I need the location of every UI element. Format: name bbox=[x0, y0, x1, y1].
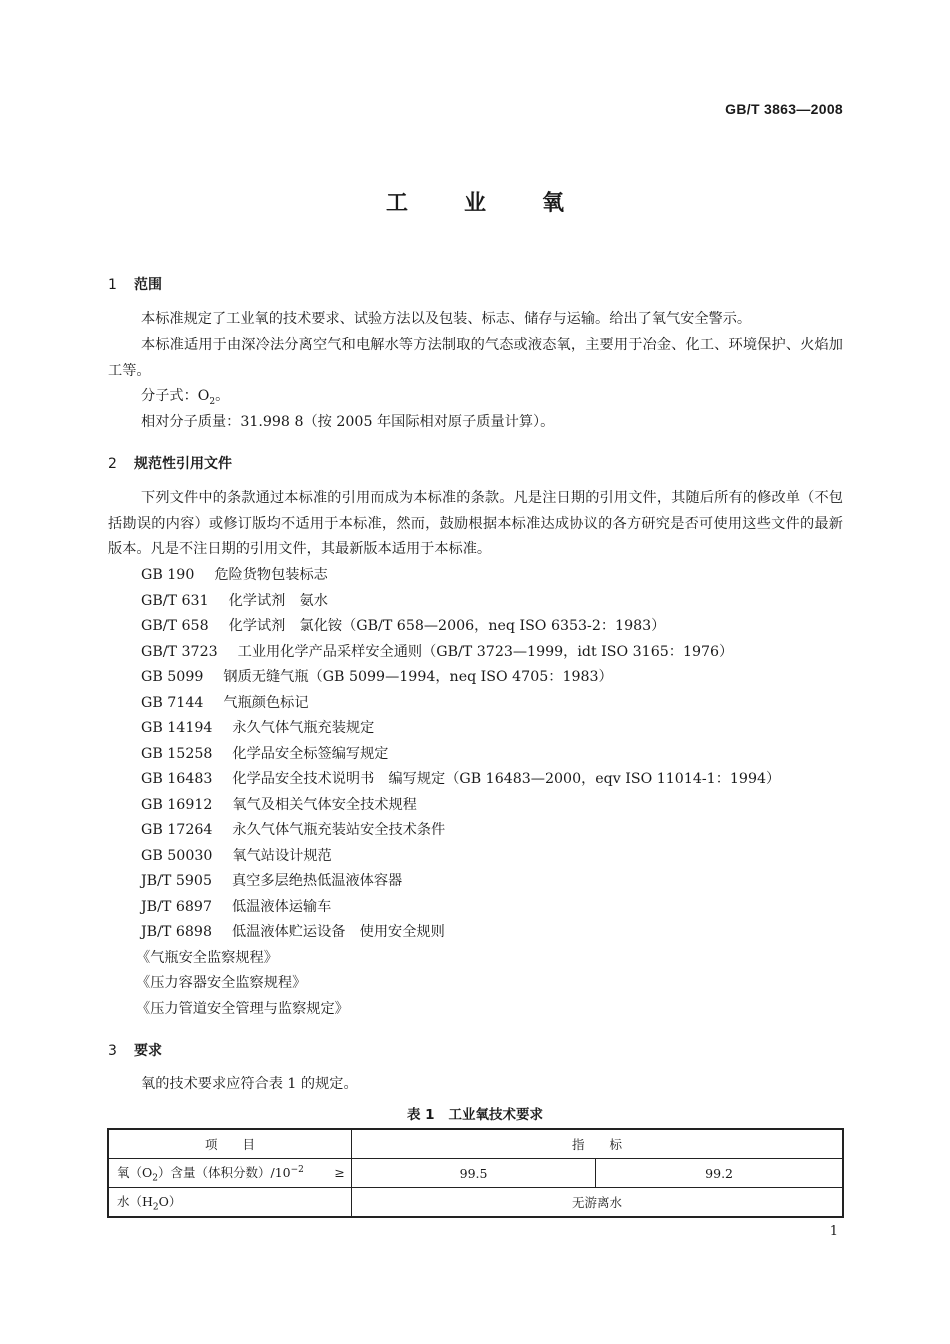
reference-title: 化学试剂 氯化铵（GB/T 658—2006，neq ISO 6353-2：1983） bbox=[228, 618, 666, 634]
requirements-intro: 氧的技术要求应符合表 1 的规定。 bbox=[141, 1076, 358, 1092]
formula-subscript: 2 bbox=[209, 396, 216, 407]
section-number: 2 bbox=[108, 456, 117, 472]
section-title: 要求 bbox=[134, 1043, 162, 1059]
reference-item bbox=[141, 869, 402, 895]
reference-title: 化学试剂 氨水 bbox=[228, 593, 328, 609]
reference-item bbox=[141, 614, 665, 640]
reference-item bbox=[141, 793, 417, 819]
table-title: 工业氧技术要求 bbox=[448, 1107, 544, 1123]
row-item-oxygen: 氧$(O_2)$含量（体积分数）$/10^{-2}$ ≥ bbox=[108, 1159, 351, 1188]
row-item-water: 水$(H_2O)$ bbox=[108, 1188, 351, 1218]
reference-code: GB 17264 bbox=[141, 822, 213, 838]
reference-code: JB/T 6898 bbox=[141, 924, 212, 940]
title-char: 业 bbox=[463, 191, 486, 216]
reference-code: GB 7144 bbox=[141, 695, 204, 711]
reference-item bbox=[141, 640, 733, 666]
reference-code: GB 50030 bbox=[141, 848, 213, 864]
page-title bbox=[0, 186, 950, 217]
table-row bbox=[108, 1159, 843, 1188]
reference-title: 永久气体气瓶充装规定 bbox=[232, 720, 375, 736]
reference-item bbox=[141, 589, 328, 615]
scope-paragraph-2: 本标准适用于由深冷法分离空气和电解水等方法制取的气态或液态氧，主要用于冶金、化工、环境保护、火焰加工等。 bbox=[108, 337, 843, 379]
table-label: 表 1 bbox=[406, 1107, 435, 1123]
section-1-heading bbox=[108, 274, 162, 294]
reference-code: GB/T 3723 bbox=[141, 644, 218, 660]
table-caption bbox=[0, 1103, 950, 1123]
regulation-item: 《压力管道安全管理与监察规定》 bbox=[136, 1001, 349, 1017]
value-cell: 无游离水 bbox=[351, 1188, 843, 1218]
reference-title: 化学品安全技术说明书 编写规定（GB 16483—2000，eqv ISO 11014-1：1994） bbox=[232, 771, 781, 787]
reference-code: GB 16483 bbox=[141, 771, 213, 787]
references-intro: 下列文件中的条款通过本标准的引用而成为本标准的条款。凡是注日期的引用文件，其随后所有的修改单（不包括勘误的内容）或修订版均不适用于本标准，然而，鼓励根据本标准达成协议的各方研究是否可使用这些文件的最新版本。凡是不注日期的引用文件，其最新版本适用于本标准。 bbox=[108, 490, 843, 557]
title-char: 工 bbox=[385, 191, 408, 216]
reference-item bbox=[141, 818, 445, 844]
reference-item bbox=[141, 767, 780, 793]
reference-title: 真空多层绝热低温液体容器 bbox=[231, 873, 403, 889]
table-row bbox=[108, 1188, 843, 1218]
value-cell: 99.5 bbox=[351, 1159, 595, 1188]
reference-item bbox=[141, 563, 328, 589]
reference-code: GB 15258 bbox=[141, 746, 213, 762]
reference-title: 化学品安全标签编写规定 bbox=[232, 746, 389, 762]
reference-title: 氧气站设计规范 bbox=[232, 848, 332, 864]
reference-code: GB 14194 bbox=[141, 720, 213, 736]
reference-code: GB 5099 bbox=[141, 669, 204, 685]
requirements-table bbox=[107, 1128, 844, 1218]
section-number: 3 bbox=[108, 1043, 117, 1059]
reference-title: 工业用化学产品采样安全通则（GB/T 3723—1999，idt ISO 3165：1976） bbox=[237, 644, 734, 660]
reference-title: 危险货物包装标志 bbox=[214, 567, 328, 583]
header-item: 项 目 bbox=[108, 1129, 351, 1159]
section-2-heading bbox=[108, 453, 232, 473]
regulation-item: 《气瓶安全监察规程》 bbox=[136, 950, 278, 966]
reference-item bbox=[141, 691, 309, 717]
reference-code: JB/T 5905 bbox=[141, 873, 212, 889]
reference-item bbox=[141, 920, 445, 946]
title-char: 氧 bbox=[542, 191, 565, 216]
reference-item bbox=[141, 844, 332, 870]
reference-code: GB 16912 bbox=[141, 797, 213, 813]
scope-paragraph-1: 本标准规定了工业氧的技术要求、试验方法以及包装、标志、储存与运输。给出了氧气安全警示。 bbox=[141, 311, 752, 327]
molecular-mass: 相对分子质量：31.998 8（按 2005 年国际相对原子质量计算）。 bbox=[141, 414, 555, 430]
ge-symbol: ≥ bbox=[334, 1165, 345, 1180]
regulation-item: 《压力容器安全监察规程》 bbox=[136, 975, 307, 991]
section-3-heading bbox=[108, 1040, 162, 1060]
reference-title: 氧气及相关气体安全技术规程 bbox=[232, 797, 417, 813]
reference-item bbox=[141, 742, 388, 768]
formula-prefix: 分子式：O bbox=[141, 388, 210, 404]
section-title: 规范性引用文件 bbox=[134, 456, 232, 472]
section-title: 范围 bbox=[134, 277, 162, 293]
reference-code: GB 190 bbox=[141, 567, 195, 583]
table-header-row bbox=[108, 1129, 843, 1159]
reference-title: 低温液体贮运设备 使用安全规则 bbox=[231, 924, 445, 940]
reference-title: 钢质无缝气瓶（GB 5099—1994，neq ISO 4705：1983） bbox=[223, 669, 613, 685]
page-number: 1 bbox=[829, 1224, 838, 1239]
header-spec: 指 标 bbox=[351, 1129, 843, 1159]
standard-code: GB/T 3863—2008 bbox=[725, 101, 843, 117]
section-number: 1 bbox=[108, 277, 117, 293]
reference-code: GB/T 658 bbox=[141, 618, 209, 634]
reference-code: JB/T 6897 bbox=[141, 899, 212, 915]
formula-suffix: 。 bbox=[215, 388, 230, 404]
reference-item bbox=[141, 895, 331, 921]
reference-title: 气瓶颜色标记 bbox=[223, 695, 309, 711]
reference-item bbox=[141, 665, 613, 691]
reference-item bbox=[141, 716, 374, 742]
reference-title: 低温液体运输车 bbox=[231, 899, 332, 915]
reference-code: GB/T 631 bbox=[141, 593, 209, 609]
reference-title: 永久气体气瓶充装站安全技术条件 bbox=[232, 822, 446, 838]
value-cell: 99.2 bbox=[596, 1159, 843, 1188]
